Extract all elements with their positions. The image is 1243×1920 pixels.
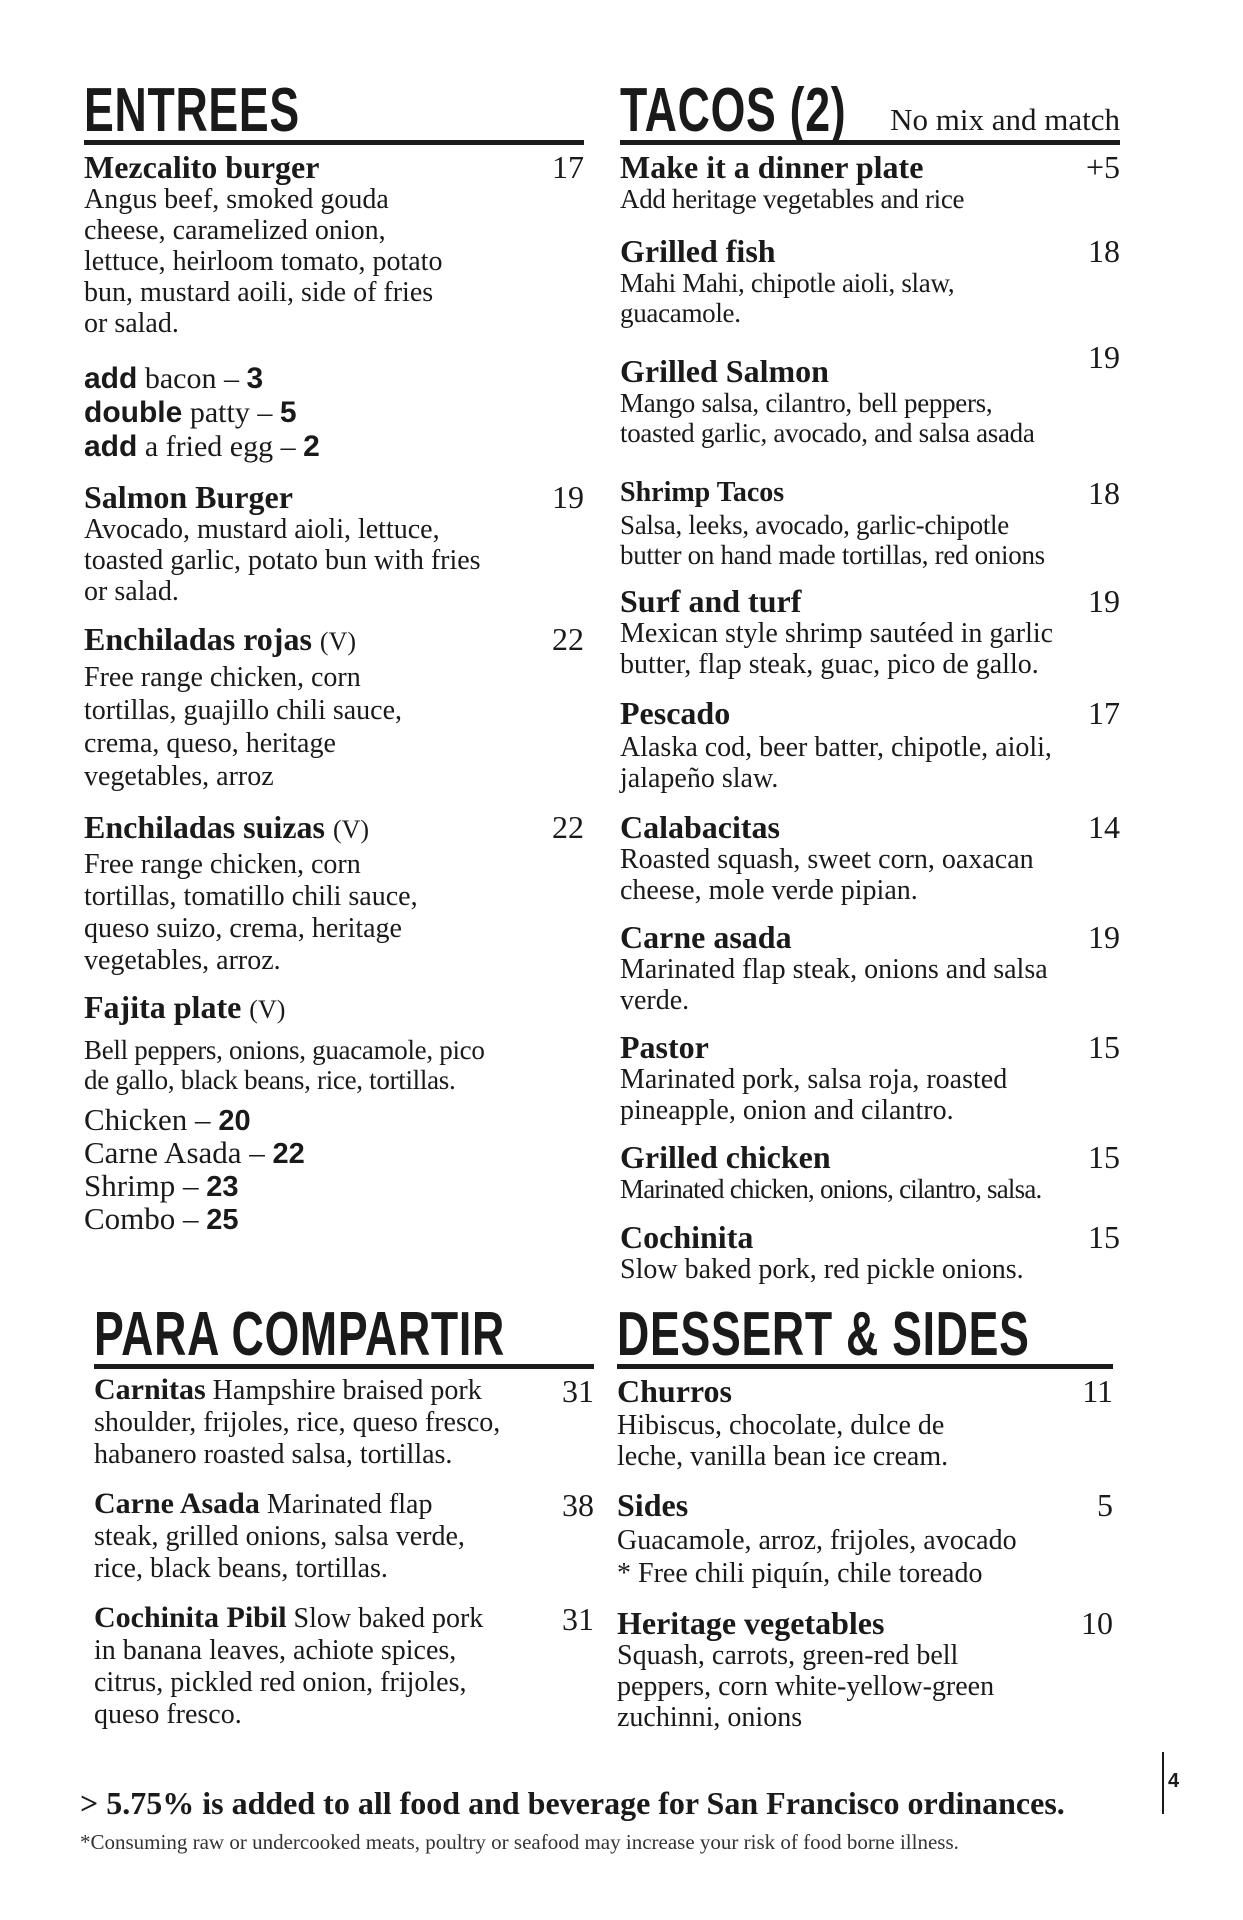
item-price: 38 — [562, 1487, 594, 1523]
item-name: Grilled Salmon — [620, 353, 829, 389]
item-name: Shrimp Tacos — [620, 477, 785, 508]
menu-item-churros — [617, 1374, 1113, 1472]
menu-item-carnitas — [94, 1374, 594, 1471]
addon-row: add bacon – 3 — [84, 362, 264, 395]
item-price: +5 — [1085, 149, 1120, 185]
option-row: Chicken – 20 — [84, 1102, 251, 1137]
fajita-options — [84, 1104, 584, 1236]
item-description: Bell peppers, onions, guacamole, pico de gallo, black beans, rice, tortillas. — [84, 1035, 485, 1095]
menu-item-shrimp-tacos — [620, 476, 1120, 570]
menu-item-dinner-plate — [620, 150, 1120, 214]
item-price: 15 — [1088, 1219, 1120, 1255]
menu-item-enchiladas-suizas — [84, 810, 584, 977]
menu-item-salmon-burger — [84, 480, 584, 607]
section-title: DESSERT & SIDES — [617, 1300, 1030, 1369]
option-row: Combo – 25 — [84, 1201, 239, 1236]
item-price: 10 — [1081, 1605, 1113, 1641]
option-row: Carne Asada – 22 — [84, 1135, 305, 1170]
item-description: Avocado, mustard aioli, lettuce, toasted garlic, potato bun with fries or salad. — [84, 514, 481, 607]
item-price: 15 — [1088, 1029, 1120, 1065]
item-price: 11 — [1082, 1373, 1113, 1409]
section-title: ENTREES — [84, 76, 300, 145]
item-description: steak, grilled onions, salsa verde, rice, black beans, tortillas. — [94, 1521, 465, 1584]
entrees-header — [84, 76, 584, 145]
menu-item-pescado — [620, 696, 1120, 794]
item-price: 5 — [1097, 1487, 1113, 1523]
item-name: Grilled chicken — [620, 1139, 831, 1175]
item-price: 18 — [1088, 475, 1120, 511]
item-description: shoulder, frijoles, rice, queso fresco, habanero roasted salsa, tortillas. — [94, 1407, 501, 1470]
item-price: 17 — [552, 149, 584, 185]
item-price: 19 — [1088, 919, 1120, 955]
item-price: 19 — [1088, 339, 1120, 375]
item-description: Roasted squash, sweet corn, oaxacan cheese, mole verde pipian. — [620, 844, 1034, 906]
item-name: Enchiladas suizas (V) — [84, 809, 370, 845]
item-name: Pescado — [620, 695, 731, 731]
option-row: Shrimp – 23 — [84, 1168, 239, 1203]
menu-item-cochinita — [620, 1220, 1120, 1285]
para-compartir-header — [94, 1300, 594, 1369]
item-price: 19 — [1088, 583, 1120, 619]
item-price: 14 — [1088, 809, 1120, 845]
item-description: Add heritage vegetables and rice — [620, 184, 965, 214]
item-first-line: Carnitas Hampshire braised pork — [94, 1373, 482, 1406]
menu-item-cochinita-pibil — [94, 1602, 594, 1731]
item-name: Pastor — [620, 1029, 709, 1065]
item-name: Churros — [617, 1373, 732, 1409]
menu-item-carne-asada-share — [94, 1488, 594, 1585]
tacos-section — [620, 76, 1120, 1285]
item-description: Angus beef, smoked gouda cheese, caramelized onion, lettuce, heirloom tomato, potato bun, mustard aoili, side of fries or salad. — [84, 184, 443, 339]
item-price: 22 — [552, 621, 584, 657]
menu-item-surf-and-turf — [620, 584, 1120, 680]
item-price: 19 — [552, 479, 584, 515]
item-name: Make it a dinner plate — [620, 149, 924, 185]
menu-item-heritage-vegetables — [617, 1606, 1113, 1733]
item-description: Free range chicken, corn tortillas, tomatillo chili sauce, queso suizo, crema, heritage vegetables, arroz. — [84, 849, 418, 976]
item-name: Cochinita — [620, 1219, 754, 1255]
addon-row: double patty – 5 — [84, 396, 297, 429]
burger-addons — [84, 362, 584, 464]
item-description: Mahi Mahi, chipotle aioli, slaw, guacamole. — [620, 268, 955, 328]
item-description: Slow baked pork, red pickle onions. — [620, 1254, 1024, 1285]
item-name: Mezcalito burger — [84, 149, 320, 185]
item-description: Marinated pork, salsa roja, roasted pineapple, onion and cilantro. — [620, 1064, 1008, 1126]
menu-item-sides — [617, 1488, 1113, 1590]
food-safety-disclaimer: *Consuming raw or undercooked meats, poultry or seafood may increase your risk of food borne illness. — [80, 1830, 959, 1854]
item-name: Heritage vegetables — [617, 1605, 885, 1641]
item-description: Alaska cod, beer batter, chipotle, aioli, jalapeño slaw. — [620, 732, 1052, 794]
page-number-divider — [1162, 1752, 1164, 1814]
menu-item-pastor — [620, 1030, 1120, 1126]
item-description: Free range chicken, corn tortillas, guajillo chili sauce, crema, queso, heritage vegetables, arroz — [84, 662, 403, 792]
tacos-header — [620, 76, 1120, 145]
item-description: Marinated chicken, onions, cilantro, salsa. — [620, 1174, 1042, 1204]
section-note: No mix and match — [890, 102, 1120, 137]
page-number: 4 — [1168, 1770, 1180, 1792]
item-price: 22 — [552, 809, 584, 845]
item-description: in banana leaves, achiote spices, citrus, pickled red onion, frijoles, queso fresco. — [94, 1635, 467, 1730]
menu-item-enchiladas-rojas — [84, 622, 584, 793]
section-title: TACOS (2) — [620, 76, 847, 145]
para-compartir-section — [94, 1300, 594, 1730]
item-price: 31 — [562, 1373, 594, 1409]
menu-item-grilled-salmon — [620, 339, 1120, 448]
dessert-sides-section — [617, 1300, 1113, 1733]
item-description: Mango salsa, cilantro, bell peppers, toasted garlic, avocado, and salsa asada — [620, 388, 1035, 448]
item-name: Grilled fish — [620, 233, 776, 269]
item-first-line: Cochinita Pibil Slow baked pork — [94, 1601, 484, 1634]
item-description: Guacamole, arroz, frijoles, avocado * Free chili piquín, chile toreado — [617, 1525, 1017, 1589]
menu-item-calabacitas — [620, 810, 1120, 906]
menu-item-mezcalito-burger — [84, 150, 584, 339]
menu-item-carne-asada — [620, 920, 1120, 1016]
menu-item-grilled-fish — [620, 234, 1120, 328]
item-description: Squash, carrots, green-red bell peppers, corn white-yellow-green zuchinni, onions — [617, 1640, 995, 1733]
item-name: Sides — [617, 1487, 689, 1523]
item-name: Surf and turf — [620, 583, 802, 619]
service-charge-note: > 5.75% is added to all food and beverage for San Francisco ordinances. — [80, 1785, 1065, 1821]
item-description: Salsa, leeks, avocado, garlic-chipotle butter on hand made tortillas, red onions — [620, 510, 1045, 570]
item-price: 18 — [1088, 233, 1120, 269]
item-first-line: Carne Asada Marinated flap — [94, 1487, 433, 1520]
addon-row: add a fried egg – 2 — [84, 430, 320, 463]
item-price: 15 — [1088, 1139, 1120, 1175]
item-name: Fajita plate (V) — [84, 989, 286, 1025]
item-name: Carne asada — [620, 919, 792, 955]
section-title: PARA COMPARTIR — [94, 1300, 505, 1369]
item-name: Calabacitas — [620, 809, 780, 845]
item-description: Marinated flap steak, onions and salsa verde. — [620, 954, 1048, 1016]
entrees-section — [84, 76, 584, 1236]
item-name: Enchiladas rojas (V) — [84, 621, 356, 657]
menu-item-fajita-plate — [84, 990, 584, 1095]
menu-item-grilled-chicken — [620, 1140, 1120, 1204]
item-price: 17 — [1088, 695, 1120, 731]
item-description: Hibiscus, chocolate, dulce de leche, vanilla bean ice cream. — [617, 1410, 949, 1472]
dessert-sides-header — [617, 1300, 1113, 1369]
item-description: Mexican style shrimp sautéed in garlic butter, flap steak, guac, pico de gallo. — [620, 618, 1054, 680]
item-price: 31 — [562, 1601, 594, 1637]
item-name: Salmon Burger — [84, 479, 293, 515]
